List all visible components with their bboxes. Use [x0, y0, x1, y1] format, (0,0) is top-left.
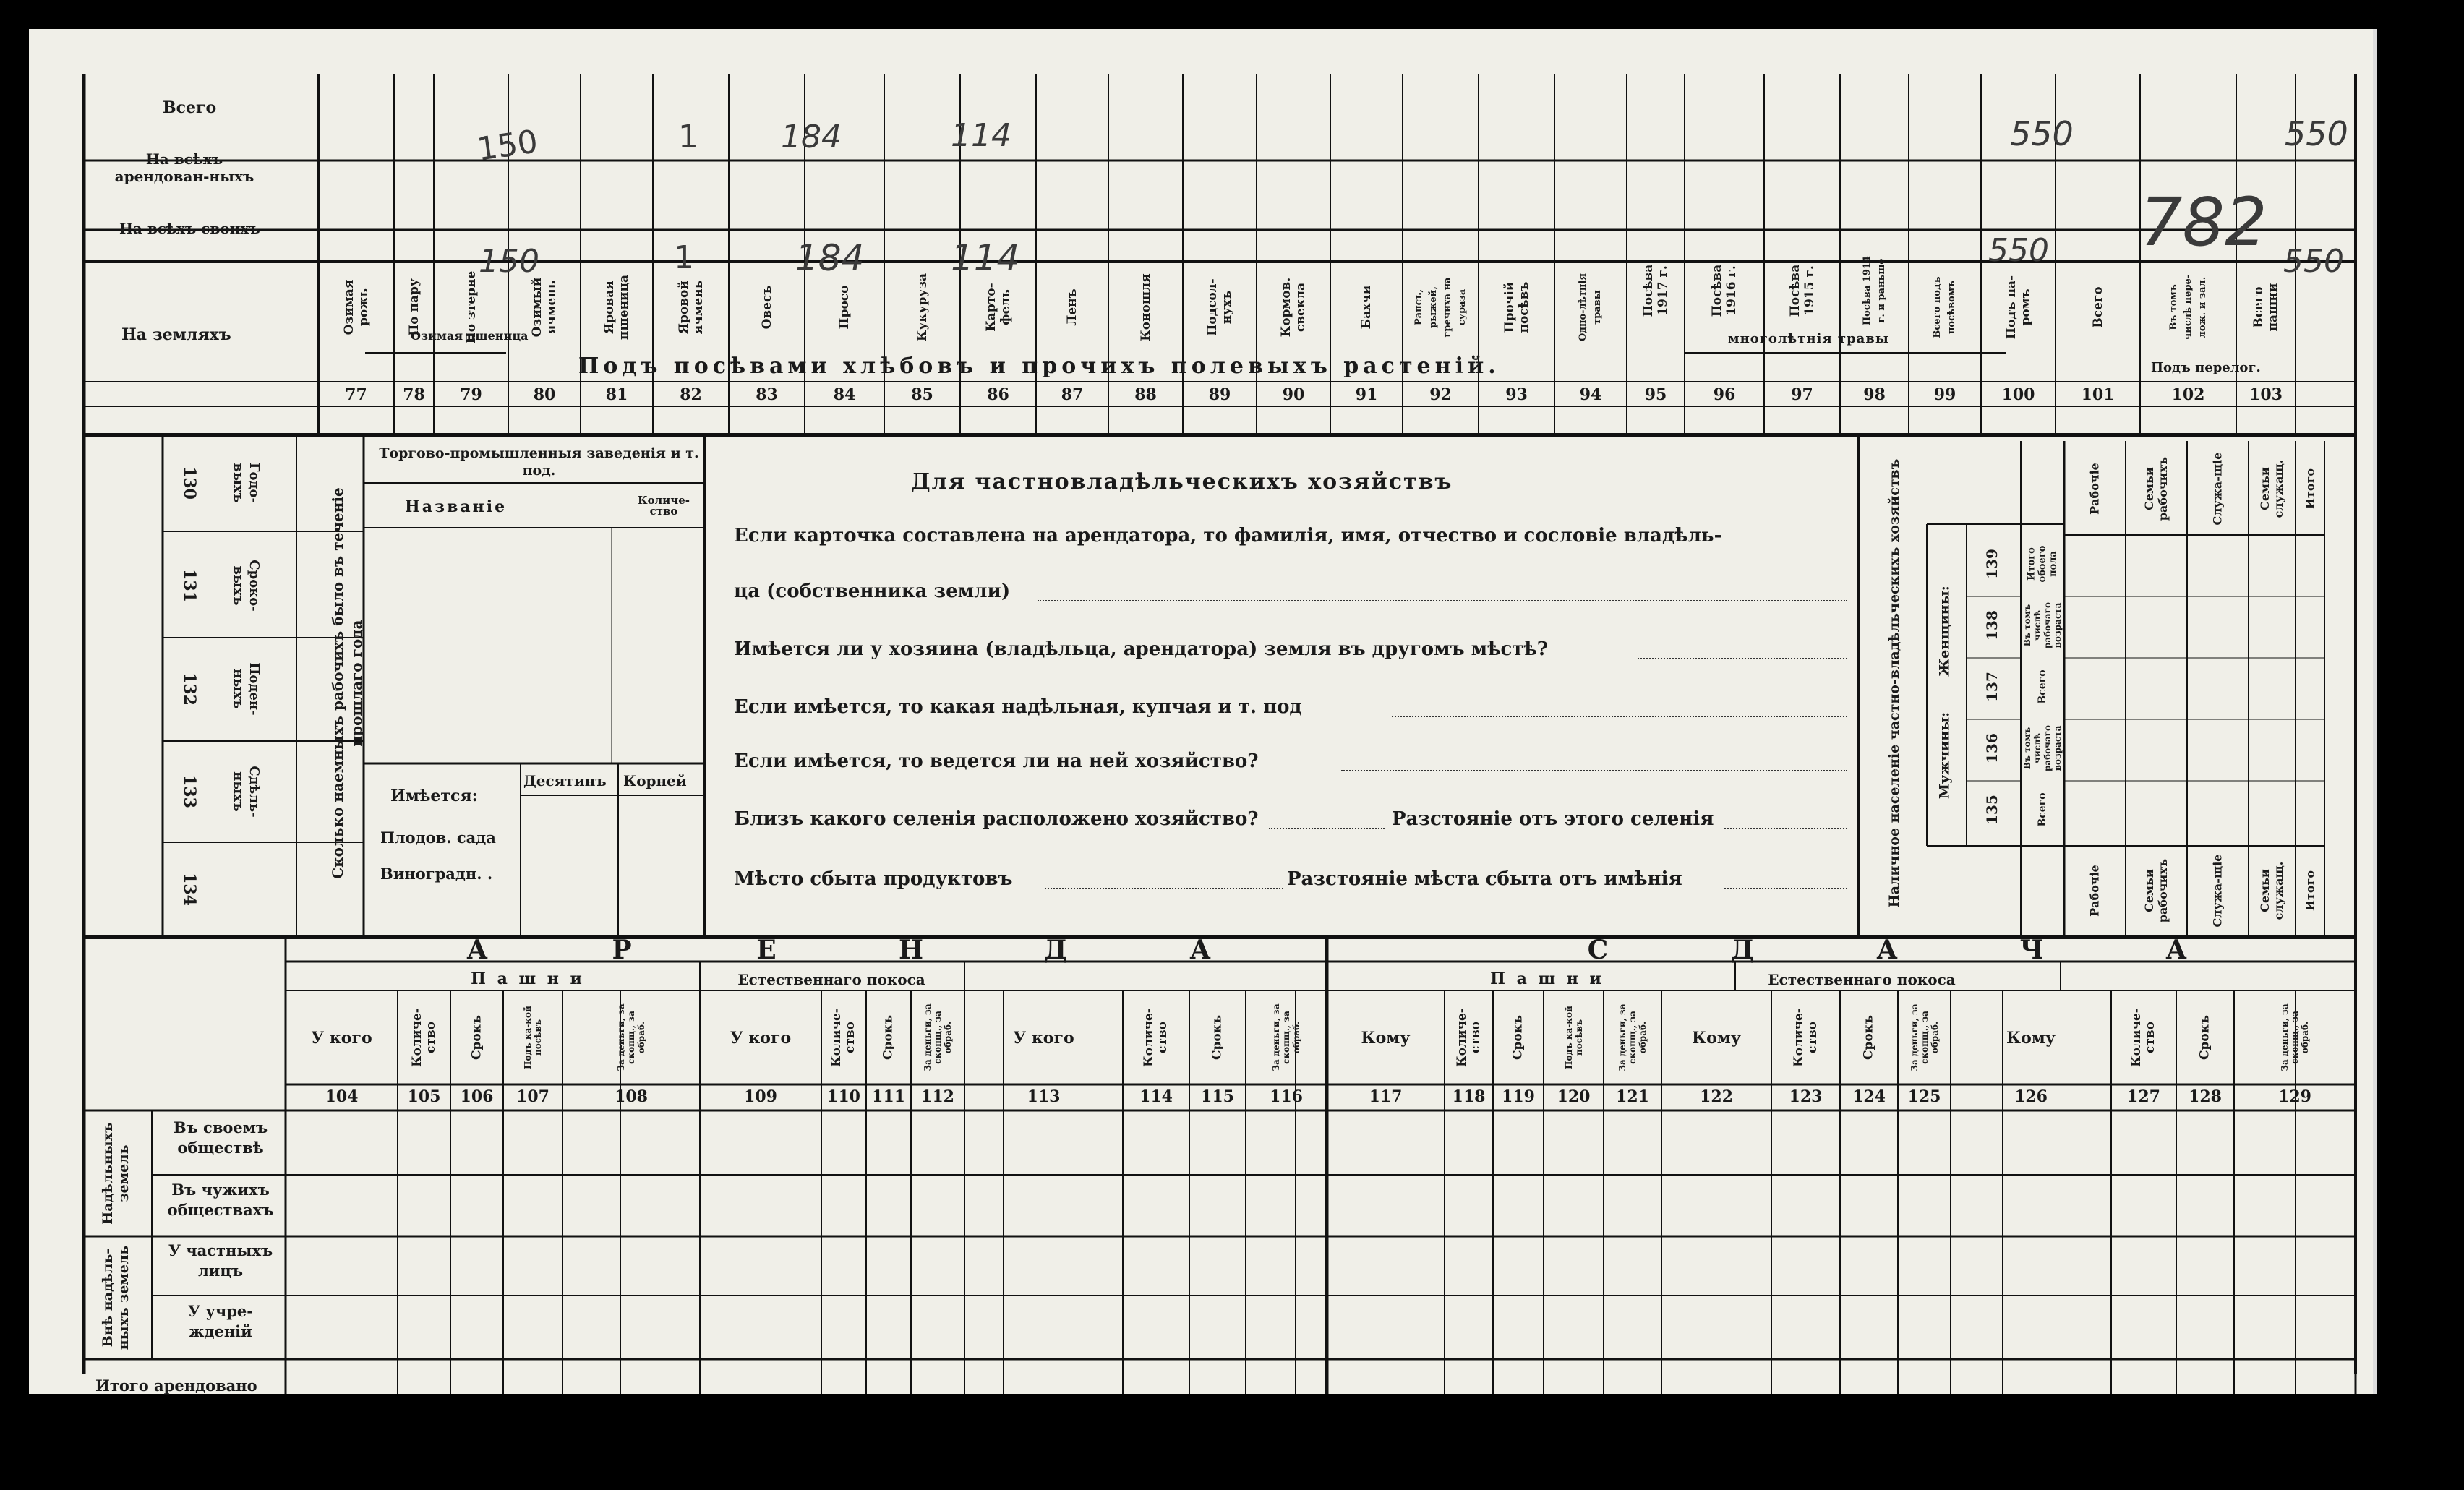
- bottom-hdr-4: За деньги, за скопщ., за обраб.: [616, 1003, 646, 1071]
- crop-num-90: 90: [1282, 385, 1305, 404]
- arenda-letter-3: Н: [898, 935, 924, 965]
- crop-header-86: Карто-фель: [983, 283, 1013, 332]
- pop-col-bot-3: Семьи служащ.: [2258, 861, 2285, 920]
- kornei-label: Корней: [623, 772, 687, 789]
- hw-svoih-6: 782: [2140, 184, 2267, 261]
- sdacha-letter-1: Д: [1730, 935, 1755, 965]
- crop-header-94: Одно-лѣтнiя травы: [1578, 273, 1603, 341]
- pop-num-138: 138: [1983, 610, 2001, 641]
- crop-num-95: 95: [1644, 385, 1667, 404]
- bottom-hdr-5: У кого: [730, 1029, 792, 1048]
- bottom-num-111: 111: [872, 1087, 905, 1106]
- center-title: Для частновладѣльческихъ хозяйствъ: [911, 469, 1453, 494]
- bottom-num-122: 122: [1700, 1087, 1733, 1106]
- bottom-hdr-22: Кому: [2006, 1029, 2056, 1048]
- q6b: Разстоянiе мѣста сбыта отъ имѣнiя: [1287, 868, 1682, 890]
- q2: Имѣется ли у хозяина (владѣльца, арендатора) земля въ другомъ мѣстѣ?: [734, 638, 1548, 660]
- bottom-hdr-18: Кому: [1692, 1029, 1741, 1048]
- q3: Если имѣется, то какая надѣльная, купчая и т. под: [734, 696, 1302, 718]
- pop-itogo: Итого обоего пола: [2026, 545, 2059, 583]
- crop-header-92: Рапсъ, рыжей, гречиха на сураза: [1413, 277, 1468, 338]
- desyatin-label: Десятинъ: [523, 772, 607, 789]
- crop-num-87: 87: [1061, 385, 1084, 404]
- sdacha-letter-3: Ч: [2019, 935, 2044, 965]
- bottom-num-112: 112: [921, 1087, 954, 1106]
- row-itogo: Итого арендовано: [95, 1376, 257, 1395]
- hw-vsego-3: 184: [781, 119, 842, 155]
- pop-col-top-1: Семьи рабочихъ: [2142, 456, 2170, 521]
- hired-label-132: Поден-ныхъ: [231, 662, 262, 716]
- bottom-num-120: 120: [1557, 1087, 1591, 1106]
- hw-svoih-4: 114: [951, 237, 1020, 279]
- crop-num-83: 83: [756, 385, 778, 404]
- bottom-hdr-21: За деньги, за скопщ., за обраб.: [1909, 1003, 1940, 1071]
- q1a: Если карточка составлена на арендатора, то фамилiя, имя, отчество и сословiе владѣль-: [734, 525, 1722, 547]
- sub-pod-pereleg: Подъ перелог.: [2151, 360, 2261, 375]
- bottom-hdr-24: Срокъ: [2197, 1014, 2212, 1061]
- bottom-hdr-14: Количе-ство: [1454, 1008, 1483, 1067]
- crop-num-96: 96: [1713, 385, 1736, 404]
- row-svoem: Въ своемъ обществѣ: [173, 1118, 268, 1157]
- row-label-vsego: Всего: [163, 98, 217, 117]
- crop-header-87: Ленъ: [1065, 288, 1079, 326]
- crop-num-84: 84: [833, 385, 856, 404]
- bottom-num-105: 105: [407, 1087, 441, 1106]
- crop-num-82: 82: [680, 385, 702, 404]
- pop-num-135: 135: [1983, 795, 2001, 825]
- crop-num-89: 89: [1208, 385, 1231, 404]
- bottom-num-115: 115: [1201, 1087, 1234, 1106]
- hw-svoih-5: 550: [1988, 232, 2049, 269]
- arenda-letter-0: А: [466, 935, 488, 965]
- bottom-num-128: 128: [2189, 1087, 2222, 1106]
- sdacha-pashni: П а ш н и: [1490, 969, 1604, 988]
- hw-svoih-2: 1: [674, 239, 694, 276]
- hw-vsego-1: 150: [474, 123, 541, 168]
- imeetsya-label: Имѣется:: [390, 787, 478, 805]
- hw-vsego-5: 550: [2010, 114, 2074, 153]
- crop-header-80: Озимый ячмень: [530, 277, 559, 338]
- pop-col-top-4: Итого: [2303, 468, 2317, 510]
- bottom-hdr-7: Срокъ: [881, 1014, 896, 1061]
- pop-col-bot-2: Служа-щiе: [2210, 854, 2225, 928]
- bottom-hdr-6: Количе-ство: [829, 1008, 857, 1067]
- hired-num-131: 131: [180, 569, 199, 602]
- vinograd-label: Виноградн. .: [380, 865, 493, 883]
- crop-num-103: 103: [2249, 385, 2283, 404]
- crop-num-101: 101: [2081, 385, 2115, 404]
- trade-kolichestvo: Количе-ство: [637, 494, 690, 518]
- bottom-hdr-13: Кому: [1361, 1029, 1411, 1048]
- bottom-hdr-23: Количе-ство: [2129, 1008, 2157, 1067]
- crop-num-91: 91: [1355, 385, 1378, 404]
- crop-num-94: 94: [1579, 385, 1602, 404]
- bottom-num-117: 117: [1369, 1087, 1403, 1106]
- hw-svoih-3: 184: [795, 237, 865, 279]
- pop-vsego-z: Всего: [2037, 669, 2048, 704]
- hw-svoih-7: 550: [2283, 243, 2344, 280]
- bottom-num-121: 121: [1616, 1087, 1649, 1106]
- crop-header-103: Всего пашни: [2251, 283, 2280, 332]
- crop-num-79: 79: [460, 385, 482, 404]
- bottom-hdr-9: У кого: [1013, 1029, 1074, 1048]
- crop-num-102: 102: [2171, 385, 2205, 404]
- hw-vsego-4: 114: [951, 117, 1011, 154]
- row-chuzhih: Въ чужихъ обществахъ: [167, 1181, 274, 1219]
- bottom-hdr-2: Срокъ: [469, 1014, 484, 1061]
- q4: Если имѣется, то ведется ли на ней хозяйство?: [734, 750, 1259, 772]
- crop-header-84: Просо: [837, 285, 852, 330]
- q6a: Мѣсто сбыта продуктовъ: [734, 868, 1013, 890]
- pop-num-139: 139: [1983, 549, 2001, 579]
- sub-mnogoletnie: многолѣтнiя травы: [1728, 331, 1889, 346]
- bottom-hdr-0: У кого: [311, 1029, 372, 1048]
- bottom-num-118: 118: [1452, 1087, 1486, 1106]
- pop-vtom-m: Въ томъ числѣ рабочаго возраста: [2022, 724, 2063, 772]
- bottom-num-108: 108: [615, 1087, 648, 1106]
- trade-nazvanie: Названiе: [405, 497, 508, 516]
- bottom-hdr-1: Количе-ство: [409, 1008, 438, 1067]
- hw-svoih-1: 150: [479, 243, 539, 280]
- crop-header-83: Овесъ: [759, 285, 774, 330]
- crop-header-98: Посѣва 1914 г. и раньше: [1861, 255, 1887, 326]
- bottom-num-116: 116: [1270, 1087, 1303, 1106]
- bottom-num-104: 104: [325, 1087, 359, 1106]
- bottom-hdr-17: За деньги, за скопщ., за обраб.: [1617, 1003, 1648, 1071]
- vne-nadel-label: Внѣ надѣль-ныхъ земель: [100, 1245, 132, 1350]
- crop-num-93: 93: [1505, 385, 1528, 404]
- crop-num-81: 81: [605, 385, 628, 404]
- crop-header-102: Въ томъ числѣ пере-лож. и зал.: [2168, 274, 2208, 341]
- pop-num-136: 136: [1983, 733, 2001, 763]
- crop-header-82: Яровой ячмень: [676, 280, 706, 335]
- pop-col-bot-4: Итого: [2303, 870, 2317, 912]
- nadelnyh-label: Надѣльныхъ земель: [100, 1122, 132, 1225]
- q5a: Близъ какого селенiя расположено хозяйство?: [734, 808, 1259, 830]
- hw-vsego-2: 1: [678, 119, 698, 155]
- row-label-arend: На всѣхъ арендован-ныхъ: [114, 150, 254, 185]
- bottom-num-110: 110: [827, 1087, 860, 1106]
- bottom-num-127: 127: [2127, 1087, 2160, 1106]
- crop-header-99: Всего подъ посѣвомъ: [1932, 276, 1957, 338]
- crop-header-88: Коношля: [1138, 273, 1153, 341]
- bottom-num-106: 106: [460, 1087, 494, 1106]
- crop-num-99: 99: [1933, 385, 1956, 404]
- bottom-hdr-25: За деньги, за скопщ., за обраб.: [2280, 1003, 2310, 1071]
- bottom-hdr-12: За деньги, за скопщ., за обраб.: [1271, 1003, 1301, 1071]
- arenda-letter-5: А: [1189, 935, 1211, 965]
- bottom-num-124: 124: [1852, 1087, 1886, 1106]
- q5b: Разстоянiе отъ этого селенiя: [1392, 808, 1714, 830]
- sub-ozimaya-pshenitsa: Озимая пшеница: [411, 329, 529, 343]
- arenda-letter-4: Д: [1043, 935, 1068, 965]
- crop-header-100: Подъ па-ромъ: [2003, 275, 2033, 340]
- bottom-num-107: 107: [516, 1087, 549, 1106]
- sdacha-estestv: Естественнаго покоса: [1768, 971, 1956, 988]
- crop-header-77: Озимая рожь: [341, 279, 371, 335]
- pop-col-top-3: Семьи служащ.: [2258, 459, 2285, 518]
- bottom-hdr-8: За деньги, за скопщ., за обраб.: [923, 1003, 953, 1071]
- bottom-hdr-3: Подъ ка-кой посѣвъ: [523, 1006, 543, 1069]
- arenda-estestv: Естественнаго покоса: [737, 971, 925, 988]
- sdacha-letter-2: А: [1876, 935, 1898, 965]
- sub-pod-posevami: Подъ посѣвами хлѣбовъ и прочихъ полевыхъ растенiй.: [578, 354, 1500, 379]
- crop-num-85: 85: [911, 385, 933, 404]
- bottom-num-113: 113: [1027, 1087, 1061, 1106]
- crop-header-79: По зтерне: [463, 270, 479, 344]
- trade-title: Торгово-промышленныя заведенiя и т. под.: [379, 445, 699, 479]
- bottom-num-125: 125: [1907, 1087, 1941, 1106]
- pop-col-bot-0: Рабочiе: [2087, 865, 2102, 917]
- crop-header-101: Всего: [2090, 286, 2105, 328]
- hired-title: Сколько наемныхъ рабочихъ было въ теченiе прошлаго года: [329, 487, 365, 879]
- bottom-hdr-19: Количе-ство: [1791, 1008, 1820, 1067]
- bottom-num-114: 114: [1139, 1087, 1173, 1106]
- muzhchiny-label: Мужчины:: [1936, 711, 1953, 800]
- arenda-pashni: П а ш н и: [471, 969, 585, 988]
- bottom-hdr-16: Подъ ка-кой посѣвъ: [1563, 1006, 1584, 1069]
- hired-label-130: Годо-выхъ: [231, 463, 262, 503]
- crop-num-80: 80: [533, 385, 556, 404]
- bottom-hdr-11: Срокъ: [1210, 1014, 1225, 1061]
- crop-header-89: Подсол-нухъ: [1205, 278, 1234, 336]
- crop-num-77: 77: [345, 385, 367, 404]
- pop-col-top-2: Служа-щiе: [2210, 452, 2225, 526]
- plodov-sada-label: Плодов. сада: [380, 829, 496, 847]
- row-uchrezhd: У учре-жденiй: [188, 1302, 253, 1340]
- crop-num-78: 78: [403, 385, 425, 404]
- bottom-num-109: 109: [744, 1087, 777, 1106]
- pop-vsego-m: Всего: [2037, 792, 2048, 827]
- crop-num-88: 88: [1134, 385, 1157, 404]
- zhenshchiny-label: Женщины:: [1936, 586, 1953, 677]
- bottom-num-129: 129: [2278, 1087, 2311, 1106]
- crop-num-98: 98: [1863, 385, 1886, 404]
- hired-label-133: Сдѣль-ныхъ: [231, 766, 262, 818]
- pop-num-137: 137: [1983, 672, 2001, 702]
- census-card: [29, 29, 2377, 1394]
- crop-header-78: По пару: [406, 278, 422, 336]
- crop-header-97: Посѣва 1915 г.: [1787, 264, 1817, 317]
- bottom-hdr-20: Срокъ: [1861, 1014, 1876, 1061]
- hired-num-132: 132: [180, 672, 199, 706]
- crop-header-96: Посѣва 1916 г.: [1710, 264, 1739, 317]
- q1b: ца (собственника земли): [734, 581, 1011, 602]
- pop-col-bot-1: Семьи рабочихъ: [2142, 858, 2170, 923]
- crop-num-92: 92: [1429, 385, 1452, 404]
- crop-num-97: 97: [1791, 385, 1813, 404]
- crop-header-85: Кукуруза: [915, 273, 930, 342]
- hired-label-131: Сроко-выхъ: [231, 560, 262, 612]
- sdacha-letter-4: А: [2165, 935, 2187, 965]
- row-label-na-zemlyah: На земляхъ: [121, 325, 231, 344]
- crop-num-100: 100: [2001, 385, 2035, 404]
- sdacha-letter-0: С: [1587, 935, 1609, 965]
- crop-header-91: Бахчи: [1359, 285, 1374, 330]
- crop-header-81: Яровая пшеница: [602, 274, 631, 341]
- crop-num-86: 86: [987, 385, 1009, 404]
- row-chastnyh: У частныхъ лицъ: [168, 1241, 273, 1280]
- pop-vtom-z: Въ томъ числѣ рабочаго возраста: [2022, 601, 2063, 649]
- hired-num-134: 134: [180, 873, 199, 906]
- pop-col-top-0: Рабочiе: [2087, 463, 2102, 515]
- bottom-num-119: 119: [1502, 1087, 1535, 1106]
- arenda-letter-2: Е: [756, 935, 777, 965]
- bottom-num-123: 123: [1789, 1087, 1823, 1106]
- bottom-hdr-10: Количе-ство: [1142, 1008, 1170, 1067]
- hired-num-130: 130: [180, 466, 199, 500]
- crop-header-95: Посѣва 1917 г.: [1641, 264, 1670, 317]
- bottom-num-126: 126: [2014, 1087, 2048, 1106]
- crop-header-93: Прочiй посѣвъ: [1502, 281, 1531, 333]
- nalichnoe-title: Наличное населенiе частно-владѣльческихъ хозяйствъ: [1886, 458, 1902, 908]
- arenda-letter-1: Р: [612, 935, 632, 965]
- row-label-svoih: На всѣхъ своихъ: [119, 220, 260, 237]
- hired-num-133: 133: [180, 775, 199, 808]
- bottom-hdr-15: Срокъ: [1510, 1014, 1526, 1061]
- crop-header-90: Кормов. свекла: [1279, 277, 1308, 338]
- hw-vsego-6: 550: [2285, 114, 2348, 153]
